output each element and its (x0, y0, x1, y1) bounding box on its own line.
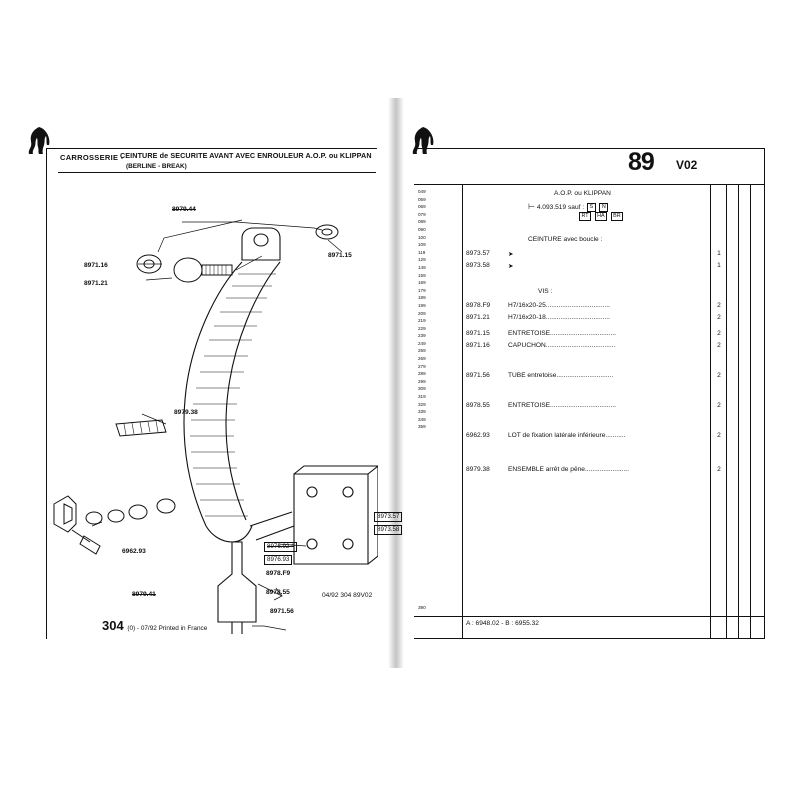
part-reference: 8971.16 (466, 342, 490, 349)
part-reference: 8971.21 (466, 314, 490, 321)
part-quantity: 2 (717, 342, 721, 349)
page-number-value: 304 (102, 618, 124, 633)
part-description: CAPUCHON...................................... (508, 342, 616, 349)
index-number: 329 (418, 401, 426, 407)
part-description: ENSEMBLE arrêt de pêne........................ (508, 466, 629, 473)
header-rule-top (58, 148, 376, 149)
part-reference: 8978.55 (466, 402, 490, 409)
column-rule-1 (726, 184, 727, 638)
part-quantity: 2 (717, 330, 721, 337)
callout-8976-92: 8976.92 * (264, 542, 297, 552)
chapter-code: V02 (676, 158, 698, 172)
column-rule-3 (750, 184, 751, 638)
index-number: 109 (418, 242, 426, 248)
table-bottom-rule (414, 616, 764, 617)
callout-8973-57: 8973.57 (374, 512, 402, 522)
callout-8979-38: 8979.38 (174, 409, 198, 416)
part-reference: 8973.58 (466, 262, 490, 269)
header-rule-bottom (58, 172, 376, 173)
index-number-bottom: 390 (418, 605, 426, 610)
index-number: 349 (418, 416, 426, 422)
callout-8979-44: 8979.44 (172, 206, 196, 213)
variant-ref: 4.093.519 sauf : (536, 204, 585, 211)
part-quantity: 2 (717, 466, 721, 473)
page-bottom-rule (414, 638, 764, 639)
index-number: 279 (418, 363, 426, 369)
index-number: 069 (418, 204, 426, 210)
page-number (102, 618, 207, 633)
part-description: LOT de fixation latérale inférieure........... (508, 432, 626, 439)
part-quantity: 2 (717, 402, 721, 409)
part-description: H7/16x20-18................................... (508, 314, 610, 321)
column-rule-2 (738, 184, 739, 638)
part-quantity: 2 (717, 432, 721, 439)
drawing-date-code: 04/92 304 89V02 (322, 592, 373, 599)
variant-box-br: BR (611, 212, 624, 221)
parts-group-heading: CEINTURE avec boucle : (528, 236, 603, 243)
right-page (404, 108, 776, 660)
chapter-number: 89 (628, 148, 654, 176)
index-number: 090 (418, 226, 426, 232)
part-quantity: 2 (717, 314, 721, 321)
index-number: 229 (418, 325, 426, 331)
variant-box-rt: RT (579, 212, 591, 221)
part-reference: 8979.38 (466, 466, 490, 473)
column-rule-qty (710, 184, 711, 638)
index-number: 199 (418, 302, 426, 308)
bottom-note: A : 6948.02 - B : 6955.32 (466, 620, 539, 627)
part-quantity: 2 (717, 372, 721, 379)
section-label: CARROSSERIE - (60, 153, 124, 162)
variant-box-ha: HA (595, 212, 608, 221)
index-number: 299 (418, 378, 426, 384)
index-number: 089 (418, 219, 426, 225)
index-number: 049 (418, 189, 426, 194)
part-description: ENTRETOISE.................................... (508, 330, 616, 337)
index-number: 169 (418, 280, 426, 286)
header-rule (414, 184, 764, 185)
column-rule-ref (462, 184, 463, 638)
part-quantity: 1 (717, 250, 721, 257)
part-description: TUBE entretoise............................... (508, 372, 614, 379)
index-number: 159 (418, 272, 426, 278)
index-number: 059 (418, 196, 426, 202)
book-gutter (388, 98, 404, 668)
callout-6962-93: 6962.93 (122, 548, 146, 555)
index-number: 339 (418, 409, 426, 415)
index-number: 149 (418, 264, 426, 270)
part-description: H7/16x20-25................................... (508, 302, 610, 309)
print-info: (0) - 07/92 Printed in France (127, 625, 208, 632)
part-description: ➤ (508, 251, 514, 258)
right-page-border (414, 148, 765, 639)
index-number: 259 (418, 348, 426, 354)
variant-box-s: S (587, 203, 596, 212)
callout-8971-15: 8971.15 (328, 252, 352, 259)
callout-8971-21: 8971.21 (84, 280, 108, 287)
index-number: 129 (418, 257, 426, 263)
left-page (22, 108, 400, 660)
callout-8976-93: 8976.93 (264, 555, 292, 565)
index-number: 219 (418, 318, 426, 324)
index-number: 249 (418, 340, 426, 346)
index-number: 239 (418, 333, 426, 339)
variant-box-n: N (599, 203, 608, 212)
index-number: 269 (418, 356, 426, 362)
index-number-column (418, 188, 458, 431)
part-quantity: 2 (717, 302, 721, 309)
part-description: ➤ (508, 263, 514, 270)
callout-8979-41: 8979.41 (132, 591, 156, 598)
index-number: 289 (418, 371, 426, 377)
index-number: 079 (418, 211, 426, 217)
callout-8971-56: 8971.56 (270, 608, 294, 615)
index-number: 179 (418, 287, 426, 293)
index-number: 119 (418, 249, 426, 255)
index-number: 209 (418, 310, 426, 316)
part-reference: 6962.93 (466, 432, 490, 439)
variant-boxes-below (578, 212, 624, 221)
index-number: 309 (418, 386, 426, 392)
callout-8971-16: 8971.16 (84, 262, 108, 269)
variant-line: ⊢ 4.093.519 sauf : S N (528, 202, 609, 212)
part-reference: 8971.15 (466, 330, 490, 337)
variant-title: A.O.P. ou KLIPPAN (554, 190, 611, 197)
part-reference: 8973.57 (466, 250, 490, 257)
parts-group-heading: VIS : (538, 288, 553, 295)
technical-drawing (46, 174, 378, 634)
part-quantity: 1 (717, 262, 721, 269)
page-title: CEINTURE de SECURITE AVANT AVEC ENROULEUR A.O.P. ou KLIPPAN (120, 151, 372, 160)
callout-8973-58: 8973.58 (374, 525, 402, 535)
index-number: 189 (418, 295, 426, 301)
part-reference: 8978.F9 (466, 302, 491, 309)
callout-8978-55: 8978.55 (266, 589, 290, 596)
callout-8978-f9: 8978.F9 (266, 570, 291, 577)
index-number: 100 (418, 234, 426, 240)
index-number: 359 (418, 424, 426, 430)
part-description: ENTRETOISE.................................... (508, 402, 616, 409)
index-number: 319 (418, 394, 426, 400)
page-subtitle: (BERLINE - BREAK) (126, 163, 187, 170)
part-reference: 8971.56 (466, 372, 490, 379)
